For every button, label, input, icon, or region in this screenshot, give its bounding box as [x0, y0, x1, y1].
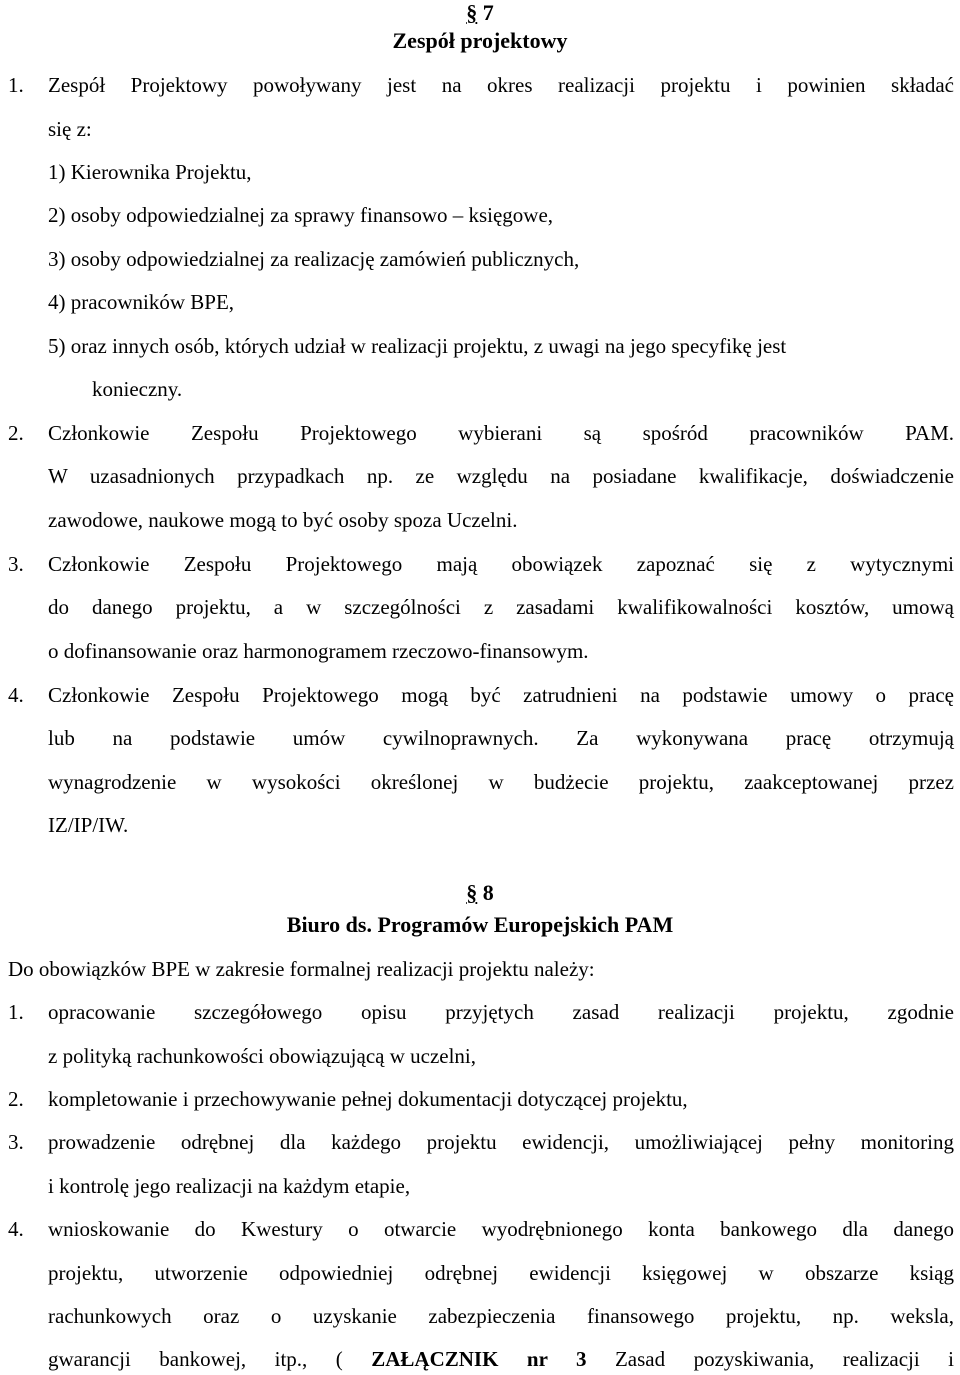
item-text-line: wnioskowanie do Kwestury o otwarcie wyodrębnionego konta bankowego dla danego [48, 1217, 954, 1241]
section-7-number [0, 0, 960, 26]
list-item: 4) pracowników BPE, [48, 290, 235, 314]
section-8-title: Biuro ds. Programów Europejskich PAM [286, 912, 674, 937]
list-item: 3) osoby odpowiedzialnej za realizację zamówień publicznych, [48, 247, 580, 271]
item-text-line: o dofinansowanie oraz harmonogramem rzeczowo-finansowym. [48, 639, 589, 663]
list-item: 1) Kierownika Projektu, [48, 160, 252, 184]
item-text-line: do danego projektu, a w szczególności z zasadami kwalifikowalności kosztów, umową [48, 595, 954, 619]
item-text-line: W uzasadnionych przypadkach np. ze względu na posiadane kwalifikacje, doświadczenie [48, 464, 954, 488]
item-text-line: się z: [48, 117, 92, 141]
item-number: 1. [8, 1000, 24, 1024]
item-number: 3. [8, 1130, 24, 1154]
item-text-line: lub na podstawie umów cywilnoprawnych. Za wykonywana pracę otrzymują [48, 726, 954, 750]
item-text-line: i kontrolę jego realizacji na każdym etapie, [48, 1174, 411, 1198]
item-number: 1. [8, 73, 24, 97]
item-text-line: Zespół Projektowy powoływany jest na okres realizacji projektu i powinien składać [48, 73, 954, 97]
text-run: gwarancji bankowej, itp., ( [48, 1347, 372, 1371]
item-text-line: IZ/IP/IW. [48, 813, 129, 837]
section-number: 7 [482, 0, 494, 25]
item-number: 2. [8, 1087, 24, 1111]
section-8-number [0, 880, 960, 906]
section-intro: Do obowiązków BPE w zakresie formalnej realizacji projektu należy: [8, 957, 595, 981]
item-text-line: wynagrodzenie w wysokości określonej w budżecie projektu, zaakceptowanej przez [48, 770, 954, 794]
item-text-line: kompletowanie i przechowywanie pełnej dokumentacji dotyczącej projektu, [48, 1087, 688, 1111]
item-number: 2. [8, 421, 24, 445]
list-item: 2) osoby odpowiedzialnej za sprawy finansowo – księgowe, [48, 203, 554, 227]
item-text-line: Członkowie Zespołu Projektowego wybierani są spośród pracowników PAM. [48, 421, 954, 445]
list-item: 5) oraz innych osób, których udział w realizacji projektu, z uwagi na jego specyfikę jest [48, 334, 787, 358]
item-text-line [48, 1346, 954, 1372]
item-number: 4. [8, 683, 24, 707]
item-text-line: projektu, utworzenie odpowiedniej odrębnej ewidencji księgowej w obszarze ksiąg [48, 1261, 954, 1285]
item-number: 3. [8, 552, 24, 576]
text-run: Zasad pozyskiwania, realizacji i [586, 1347, 955, 1371]
item-number: 4. [8, 1217, 24, 1241]
item-text-line: Członkowie Zespołu Projektowego mają obowiązek zapoznać się z wytycznymi [48, 552, 954, 576]
item-text-line: z polityką rachunkowości obowiązującą w uczelni, [48, 1044, 477, 1068]
attachment-reference: ZAŁĄCZNIK nr 3 [371, 1347, 587, 1371]
item-text-line: rachunkowych oraz o uzyskanie zabezpieczenia finansowego projektu, np. weksla, [48, 1304, 954, 1328]
section-7-title: Zespół projektowy [392, 28, 568, 53]
item-text-line: zawodowe, naukowe mogą to być osoby spoza Uczelni. [48, 508, 518, 532]
item-text-line: Członkowie Zespołu Projektowego mogą być zatrudnieni na podstawie umowy o pracę [48, 683, 954, 707]
item-text-line: opracowanie szczegółowego opisu przyjętych zasad realizacji projektu, zgodnie [48, 1000, 954, 1024]
paragraph-symbol: § [466, 0, 478, 25]
list-item-continuation: konieczny. [92, 377, 183, 401]
paragraph-symbol: § [466, 880, 478, 905]
item-text-line: prowadzenie odrębnej dla każdego projektu ewidencji, umożliwiającej pełny monitoring [48, 1130, 954, 1154]
section-number: 8 [482, 880, 494, 905]
